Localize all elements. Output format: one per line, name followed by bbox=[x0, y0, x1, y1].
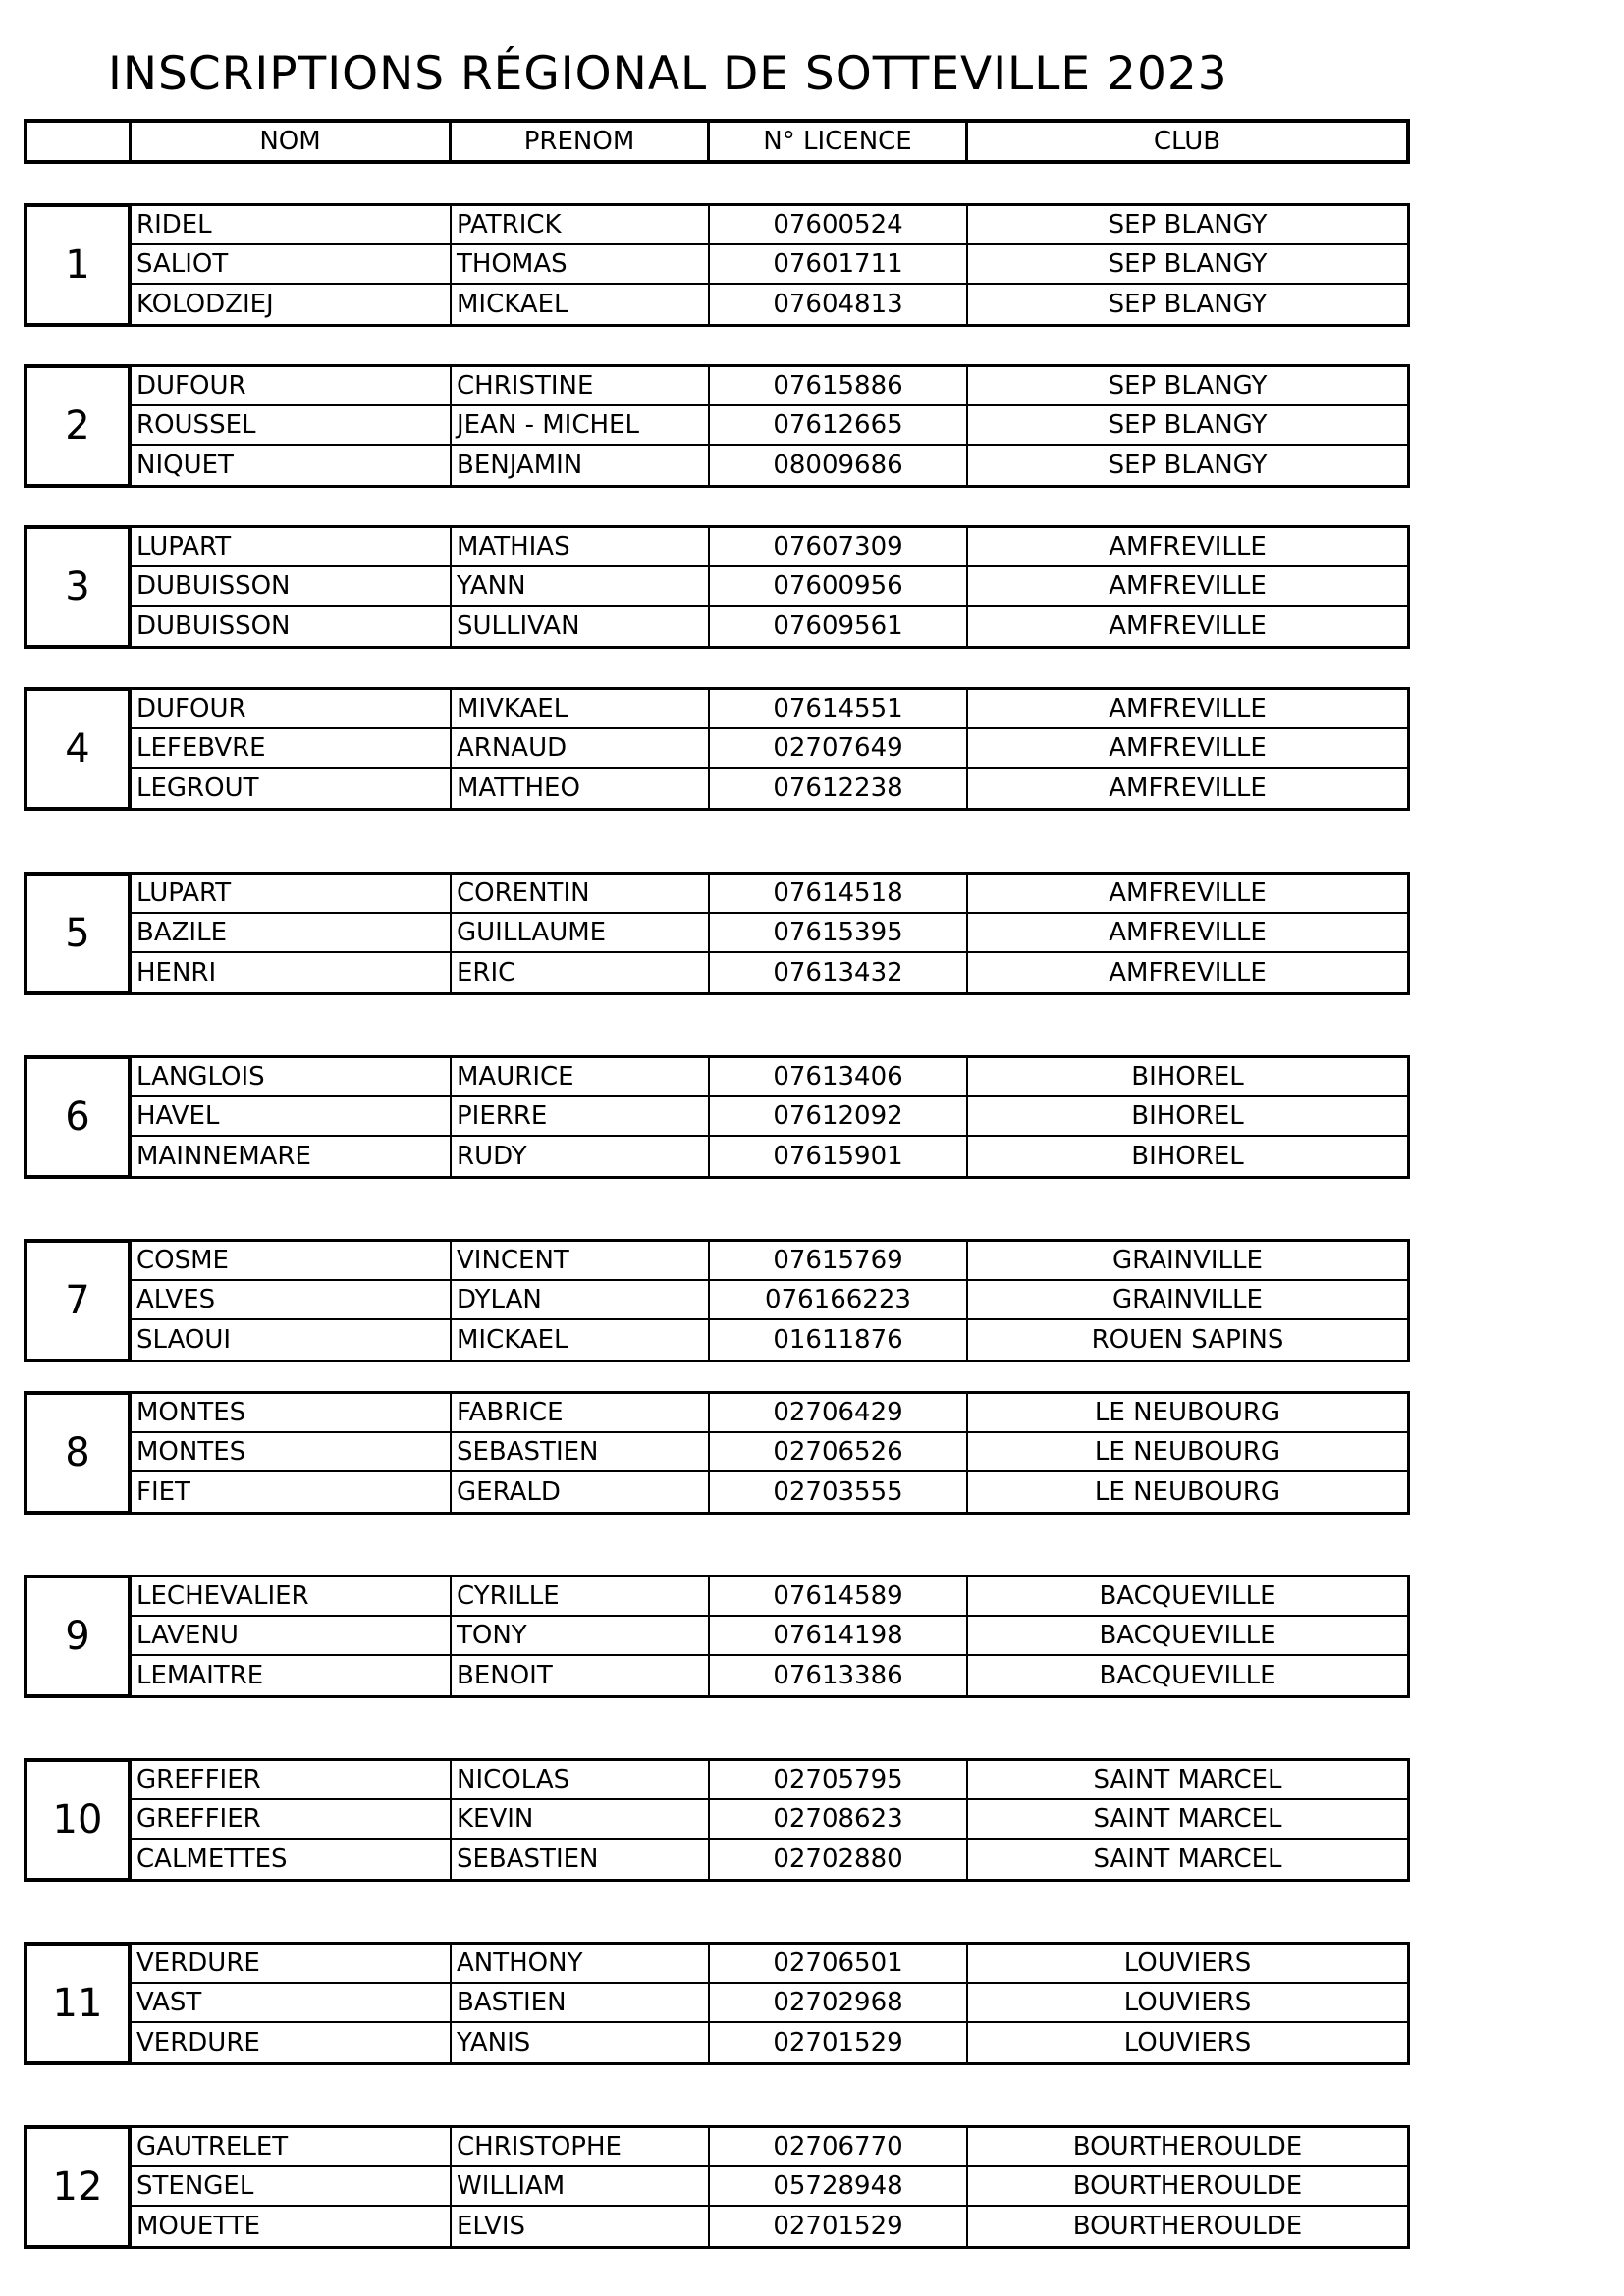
player-club: AMFREVILLE bbox=[1109, 918, 1267, 947]
player-prenom: FABRICE bbox=[452, 1394, 710, 1431]
player-club: AMFREVILLE bbox=[1109, 612, 1267, 641]
player-licence: 02708623 bbox=[710, 1800, 968, 1838]
team-block bbox=[24, 1758, 1412, 1882]
header-blank bbox=[27, 123, 132, 160]
player-nom: MOUETTE bbox=[132, 2207, 452, 2246]
player-nom: DUBUISSON bbox=[132, 567, 452, 605]
player-club: SEP BLANGY bbox=[1108, 371, 1268, 400]
player-club: BOURTHEROULDE bbox=[1072, 2132, 1303, 2162]
player-club: LOUVIERS bbox=[1123, 2028, 1252, 2057]
table-row bbox=[132, 1320, 1407, 1360]
player-nom: VAST bbox=[132, 1984, 452, 2021]
player-licence: 07612092 bbox=[710, 1097, 968, 1135]
player-licence: 07604813 bbox=[710, 285, 968, 324]
player-club: AMFREVILLE bbox=[1109, 879, 1267, 908]
player-licence: 07615769 bbox=[710, 1242, 968, 1279]
player-club: BACQUEVILLE bbox=[1099, 1621, 1276, 1650]
player-nom: NIQUET bbox=[132, 446, 452, 485]
player-club: AMFREVILLE bbox=[1109, 694, 1267, 723]
player-nom: KOLODZIEJ bbox=[132, 285, 452, 324]
player-nom: LUPART bbox=[132, 528, 452, 565]
team-number: 12 bbox=[24, 2125, 132, 2249]
player-club: LE NEUBOURG bbox=[1094, 1477, 1281, 1507]
team-players bbox=[129, 872, 1410, 995]
table-row bbox=[132, 1800, 1407, 1840]
player-club: BIHOREL bbox=[1131, 1062, 1244, 1092]
table-row bbox=[132, 1617, 1407, 1656]
player-club: LOUVIERS bbox=[1123, 1988, 1252, 2017]
player-prenom: DYLAN bbox=[452, 1281, 710, 1318]
player-club: SEP BLANGY bbox=[1108, 249, 1268, 279]
player-prenom: GERALD bbox=[452, 1472, 710, 1512]
player-nom: LAVENU bbox=[132, 1617, 452, 1654]
team-players bbox=[129, 1575, 1410, 1698]
player-nom: BAZILE bbox=[132, 914, 452, 951]
team-block bbox=[24, 872, 1412, 995]
table-row bbox=[132, 607, 1407, 646]
player-licence: 07613406 bbox=[710, 1058, 968, 1095]
player-prenom: MAURICE bbox=[452, 1058, 710, 1095]
table-row bbox=[132, 1472, 1407, 1512]
player-licence: 07609561 bbox=[710, 607, 968, 646]
header-club: CLUB bbox=[1153, 127, 1221, 156]
team-players bbox=[129, 687, 1410, 811]
table-row bbox=[132, 406, 1407, 446]
team-players bbox=[129, 1055, 1410, 1179]
player-club: AMFREVILLE bbox=[1109, 733, 1267, 763]
player-nom: MAINNEMARE bbox=[132, 1137, 452, 1176]
player-prenom: NICOLAS bbox=[452, 1761, 710, 1798]
team-block bbox=[24, 1575, 1412, 1698]
player-nom: RIDEL bbox=[132, 206, 452, 243]
player-prenom: BASTIEN bbox=[452, 1984, 710, 2021]
team-players bbox=[129, 2125, 1410, 2249]
player-prenom: CYRILLE bbox=[452, 1577, 710, 1615]
player-nom: LEFEBVRE bbox=[132, 729, 452, 767]
player-licence: 02701529 bbox=[710, 2207, 968, 2246]
player-nom: DUFOUR bbox=[132, 690, 452, 727]
player-nom: ROUSSEL bbox=[132, 406, 452, 444]
player-prenom: SULLIVAN bbox=[452, 607, 710, 646]
table-row bbox=[132, 2167, 1407, 2207]
team-number: 8 bbox=[24, 1391, 132, 1515]
table-row bbox=[132, 1577, 1407, 1617]
player-licence: 02705795 bbox=[710, 1761, 968, 1798]
player-club: SEP BLANGY bbox=[1108, 290, 1268, 319]
player-prenom: PIERRE bbox=[452, 1097, 710, 1135]
team-number: 4 bbox=[24, 687, 132, 811]
player-prenom: CORENTIN bbox=[452, 875, 710, 912]
table-row bbox=[132, 690, 1407, 729]
table-row bbox=[132, 245, 1407, 285]
player-licence: 08009686 bbox=[710, 446, 968, 485]
team-number: 9 bbox=[24, 1575, 132, 1698]
player-club: SAINT MARCEL bbox=[1093, 1804, 1282, 1834]
team-number: 3 bbox=[24, 525, 132, 649]
player-prenom: SEBASTIEN bbox=[452, 1840, 710, 1879]
player-licence: 07607309 bbox=[710, 528, 968, 565]
table-row bbox=[132, 1761, 1407, 1800]
table-row bbox=[132, 1433, 1407, 1472]
player-club: AMFREVILLE bbox=[1109, 958, 1267, 988]
player-licence: 07614518 bbox=[710, 875, 968, 912]
table-row bbox=[132, 1394, 1407, 1433]
table-row bbox=[132, 2023, 1407, 2062]
table-row bbox=[132, 528, 1407, 567]
player-licence: 07615395 bbox=[710, 914, 968, 951]
player-licence: 076166223 bbox=[710, 1281, 968, 1318]
table-row bbox=[132, 875, 1407, 914]
player-club: SEP BLANGY bbox=[1108, 410, 1268, 440]
player-club: AMFREVILLE bbox=[1109, 774, 1267, 803]
player-prenom: YANN bbox=[452, 567, 710, 605]
player-licence: 02707649 bbox=[710, 729, 968, 767]
player-nom: MONTES bbox=[132, 1394, 452, 1431]
player-nom: VERDURE bbox=[132, 2023, 452, 2062]
player-prenom: WILLIAM bbox=[452, 2167, 710, 2205]
table-row bbox=[132, 367, 1407, 406]
player-nom: LANGLOIS bbox=[132, 1058, 452, 1095]
player-nom: LUPART bbox=[132, 875, 452, 912]
player-licence: 07612238 bbox=[710, 769, 968, 808]
player-club: SEP BLANGY bbox=[1108, 451, 1268, 480]
player-club: LE NEUBOURG bbox=[1094, 1398, 1281, 1427]
table-row bbox=[132, 1840, 1407, 1879]
table-row bbox=[132, 1242, 1407, 1281]
table-row bbox=[132, 1137, 1407, 1176]
player-licence: 07615901 bbox=[710, 1137, 968, 1176]
table-row bbox=[132, 953, 1407, 992]
player-nom: FIET bbox=[132, 1472, 452, 1512]
player-club: BACQUEVILLE bbox=[1099, 1581, 1276, 1611]
team-number: 5 bbox=[24, 872, 132, 995]
player-nom: LECHEVALIER bbox=[132, 1577, 452, 1615]
player-licence: 07613386 bbox=[710, 1656, 968, 1695]
player-licence: 02701529 bbox=[710, 2023, 968, 2062]
team-block bbox=[24, 1391, 1412, 1515]
player-nom: HENRI bbox=[132, 953, 452, 992]
player-nom: GREFFIER bbox=[132, 1761, 452, 1798]
player-club: AMFREVILLE bbox=[1109, 571, 1267, 601]
table-row bbox=[132, 285, 1407, 324]
player-nom: LEMAITRE bbox=[132, 1656, 452, 1695]
player-licence: 02702968 bbox=[710, 1984, 968, 2021]
player-nom: CALMETTES bbox=[132, 1840, 452, 1879]
player-prenom: MICKAEL bbox=[452, 1320, 710, 1360]
player-nom: HAVEL bbox=[132, 1097, 452, 1135]
team-players bbox=[129, 203, 1410, 327]
player-club: BIHOREL bbox=[1131, 1142, 1244, 1171]
player-prenom: ERIC bbox=[452, 953, 710, 992]
player-prenom: BENJAMIN bbox=[452, 446, 710, 485]
player-licence: 07614551 bbox=[710, 690, 968, 727]
player-club: BACQUEVILLE bbox=[1099, 1661, 1276, 1690]
player-prenom: ARNAUD bbox=[452, 729, 710, 767]
team-block bbox=[24, 2125, 1412, 2249]
player-licence: 07613432 bbox=[710, 953, 968, 992]
header-prenom: PRENOM bbox=[452, 123, 710, 160]
team-block bbox=[24, 1239, 1412, 1362]
player-prenom: GUILLAUME bbox=[452, 914, 710, 951]
team-block bbox=[24, 525, 1412, 649]
player-prenom: MIVKAEL bbox=[452, 690, 710, 727]
player-licence: 07614589 bbox=[710, 1577, 968, 1615]
player-licence: 07612665 bbox=[710, 406, 968, 444]
table-row bbox=[132, 1656, 1407, 1695]
player-nom: VERDURE bbox=[132, 1945, 452, 1982]
player-club: BOURTHEROULDE bbox=[1072, 2171, 1303, 2201]
team-number: 2 bbox=[24, 364, 132, 488]
player-prenom: BENOIT bbox=[452, 1656, 710, 1695]
table-row bbox=[132, 1097, 1407, 1137]
player-prenom: MATTHEO bbox=[452, 769, 710, 808]
player-prenom: MATHIAS bbox=[452, 528, 710, 565]
player-prenom: RUDY bbox=[452, 1137, 710, 1176]
table-row bbox=[132, 1281, 1407, 1320]
player-prenom: TONY bbox=[452, 1617, 710, 1654]
table-row bbox=[132, 1984, 1407, 2023]
player-nom: COSME bbox=[132, 1242, 452, 1279]
player-nom: MONTES bbox=[132, 1433, 452, 1470]
team-block bbox=[24, 1055, 1412, 1179]
player-prenom: YANIS bbox=[452, 2023, 710, 2062]
team-number: 10 bbox=[24, 1758, 132, 1882]
table-row bbox=[132, 1058, 1407, 1097]
team-players bbox=[129, 525, 1410, 649]
table-row bbox=[132, 769, 1407, 808]
team-players bbox=[129, 1942, 1410, 2065]
player-nom: DUBUISSON bbox=[132, 607, 452, 646]
table-row bbox=[132, 2207, 1407, 2246]
player-licence: 02703555 bbox=[710, 1472, 968, 1512]
player-prenom: KEVIN bbox=[452, 1800, 710, 1838]
player-prenom: JEAN - MICHEL bbox=[452, 406, 710, 444]
player-prenom: PATRICK bbox=[452, 206, 710, 243]
player-nom: SLAOUI bbox=[132, 1320, 452, 1360]
player-nom: DUFOUR bbox=[132, 367, 452, 404]
header-nom: NOM bbox=[132, 123, 452, 160]
player-club: LOUVIERS bbox=[1123, 1949, 1252, 1978]
page-title: INSCRIPTIONS RÉGIONAL DE SOTTEVILLE 2023 bbox=[108, 47, 1228, 101]
table-row bbox=[132, 567, 1407, 607]
player-club: ROUEN SAPINS bbox=[1091, 1325, 1284, 1355]
player-prenom: THOMAS bbox=[452, 245, 710, 283]
team-players bbox=[129, 364, 1410, 488]
player-prenom: CHRISTINE bbox=[452, 367, 710, 404]
table-row bbox=[132, 446, 1407, 485]
team-number: 7 bbox=[24, 1239, 132, 1362]
team-number: 6 bbox=[24, 1055, 132, 1179]
table-row bbox=[132, 2128, 1407, 2167]
player-nom: GREFFIER bbox=[132, 1800, 452, 1838]
player-club: BIHOREL bbox=[1131, 1101, 1244, 1131]
player-nom: STENGEL bbox=[132, 2167, 452, 2205]
table-header bbox=[24, 119, 1410, 164]
player-club: SAINT MARCEL bbox=[1093, 1844, 1282, 1874]
player-club: SAINT MARCEL bbox=[1093, 1765, 1282, 1794]
table-row bbox=[132, 206, 1407, 245]
player-club: SEP BLANGY bbox=[1108, 210, 1268, 240]
player-licence: 05728948 bbox=[710, 2167, 968, 2205]
player-club: GRAINVILLE bbox=[1112, 1285, 1263, 1314]
player-licence: 01611876 bbox=[710, 1320, 968, 1360]
player-prenom: ANTHONY bbox=[452, 1945, 710, 1982]
player-prenom: CHRISTOPHE bbox=[452, 2128, 710, 2165]
player-nom: LEGROUT bbox=[132, 769, 452, 808]
player-prenom: VINCENT bbox=[452, 1242, 710, 1279]
table-row bbox=[132, 729, 1407, 769]
team-block bbox=[24, 203, 1412, 327]
player-nom: GAUTRELET bbox=[132, 2128, 452, 2165]
player-prenom: SEBASTIEN bbox=[452, 1433, 710, 1470]
player-licence: 07600524 bbox=[710, 206, 968, 243]
player-club: LE NEUBOURG bbox=[1094, 1437, 1281, 1467]
team-block bbox=[24, 1942, 1412, 2065]
player-nom: SALIOT bbox=[132, 245, 452, 283]
player-nom: ALVES bbox=[132, 1281, 452, 1318]
table-row bbox=[132, 1945, 1407, 1984]
player-licence: 02706770 bbox=[710, 2128, 968, 2165]
team-block bbox=[24, 364, 1412, 488]
team-number: 1 bbox=[24, 203, 132, 327]
player-prenom: MICKAEL bbox=[452, 285, 710, 324]
team-block bbox=[24, 687, 1412, 811]
player-licence: 02706526 bbox=[710, 1433, 968, 1470]
table-row bbox=[132, 914, 1407, 953]
team-players bbox=[129, 1758, 1410, 1882]
player-licence: 07614198 bbox=[710, 1617, 968, 1654]
player-licence: 07615886 bbox=[710, 367, 968, 404]
player-club: AMFREVILLE bbox=[1109, 532, 1267, 561]
team-players bbox=[129, 1239, 1410, 1362]
player-licence: 02706429 bbox=[710, 1394, 968, 1431]
player-licence: 07601711 bbox=[710, 245, 968, 283]
player-licence: 02706501 bbox=[710, 1945, 968, 1982]
player-licence: 02702880 bbox=[710, 1840, 968, 1879]
player-licence: 07600956 bbox=[710, 567, 968, 605]
player-club: GRAINVILLE bbox=[1112, 1246, 1263, 1275]
player-club: BOURTHEROULDE bbox=[1072, 2212, 1303, 2241]
player-prenom: ELVIS bbox=[452, 2207, 710, 2246]
team-players bbox=[129, 1391, 1410, 1515]
team-number: 11 bbox=[24, 1942, 132, 2065]
header-licence: N° LICENCE bbox=[710, 123, 968, 160]
